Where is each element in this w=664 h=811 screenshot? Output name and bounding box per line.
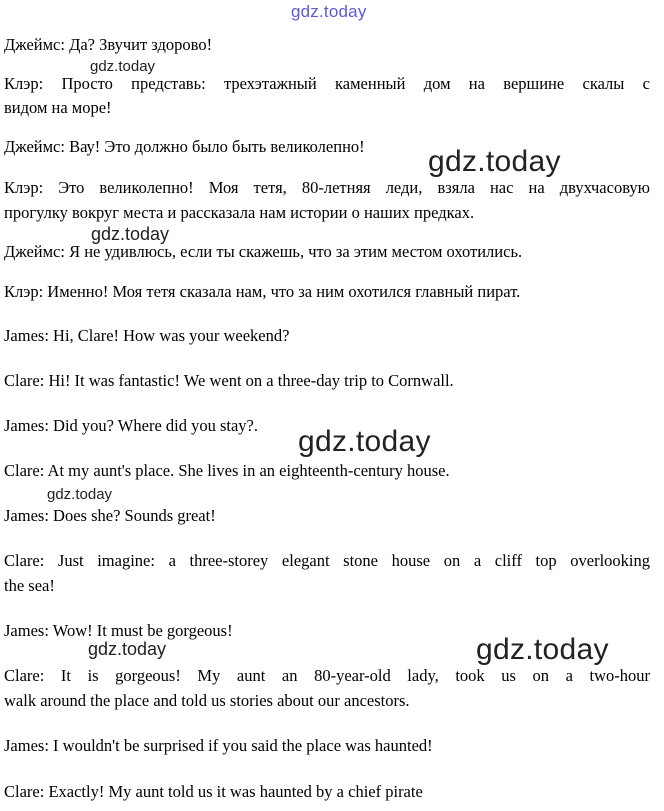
ru-line: видом на море! (4, 98, 112, 117)
ru-line: Джеймс: Вау! Это должно было быть великолепно! (4, 137, 365, 156)
ru-line: Клэр: Именно! Моя тетя сказала нам, что за ним охотился главный пират. (4, 282, 521, 301)
en-line: James: Did you? Where did you stay?. (4, 416, 259, 435)
en-line: Clare: At my aunt's place. She lives in an eighteenth-century house. (4, 461, 450, 480)
en-line: James: Hi, Clare! How was your weekend? (4, 326, 290, 345)
ru-line: Клэр: Это великолепно! Моя тетя, 80-летняя леди, взяла нас на двухчасовую (4, 178, 650, 197)
en-line: Clare: Exactly! My aunt told us it was haunted by a chief pirate (4, 782, 423, 801)
watermark: gdz.today (298, 425, 431, 458)
ru-line: Джеймс: Я не удивлюсь, если ты скажешь, что за этим местом охотились. (4, 242, 523, 261)
watermark: gdz.today (47, 486, 113, 503)
watermark: gdz.today (476, 633, 609, 666)
en-line: Clare: It is gorgeous! My aunt an 80-year-old lady, took us on a two-hour (4, 666, 650, 685)
watermark: gdz.today (88, 639, 167, 659)
en-line: walk around the place and told us stories about our ancestors. (4, 691, 410, 710)
en-line: the sea! (4, 576, 55, 595)
watermark-top: gdz.today (291, 2, 367, 21)
ru-line: Клэр: Просто представь: трехэтажный каменный дом на вершине скалы с (4, 74, 650, 93)
ru-line: Джеймс: Да? Звучит здорово! (4, 35, 213, 54)
watermark: gdz.today (428, 145, 561, 178)
en-line: James: I wouldn't be surprised if you said the place was haunted! (4, 736, 433, 755)
en-line: James: Wow! It must be gorgeous! (4, 621, 233, 640)
en-line: Clare: Just imagine: a three-storey elegant stone house on a cliff top overlooking (4, 551, 650, 570)
watermark: gdz.today (90, 58, 156, 75)
ru-line: прогулку вокруг места и рассказала нам истории о наших предках. (4, 203, 475, 222)
en-line: James: Does she? Sounds great! (4, 506, 216, 525)
watermark: gdz.today (91, 224, 170, 244)
en-line: Clare: Hi! It was fantastic! We went on a three-day trip to Cornwall. (4, 371, 454, 390)
